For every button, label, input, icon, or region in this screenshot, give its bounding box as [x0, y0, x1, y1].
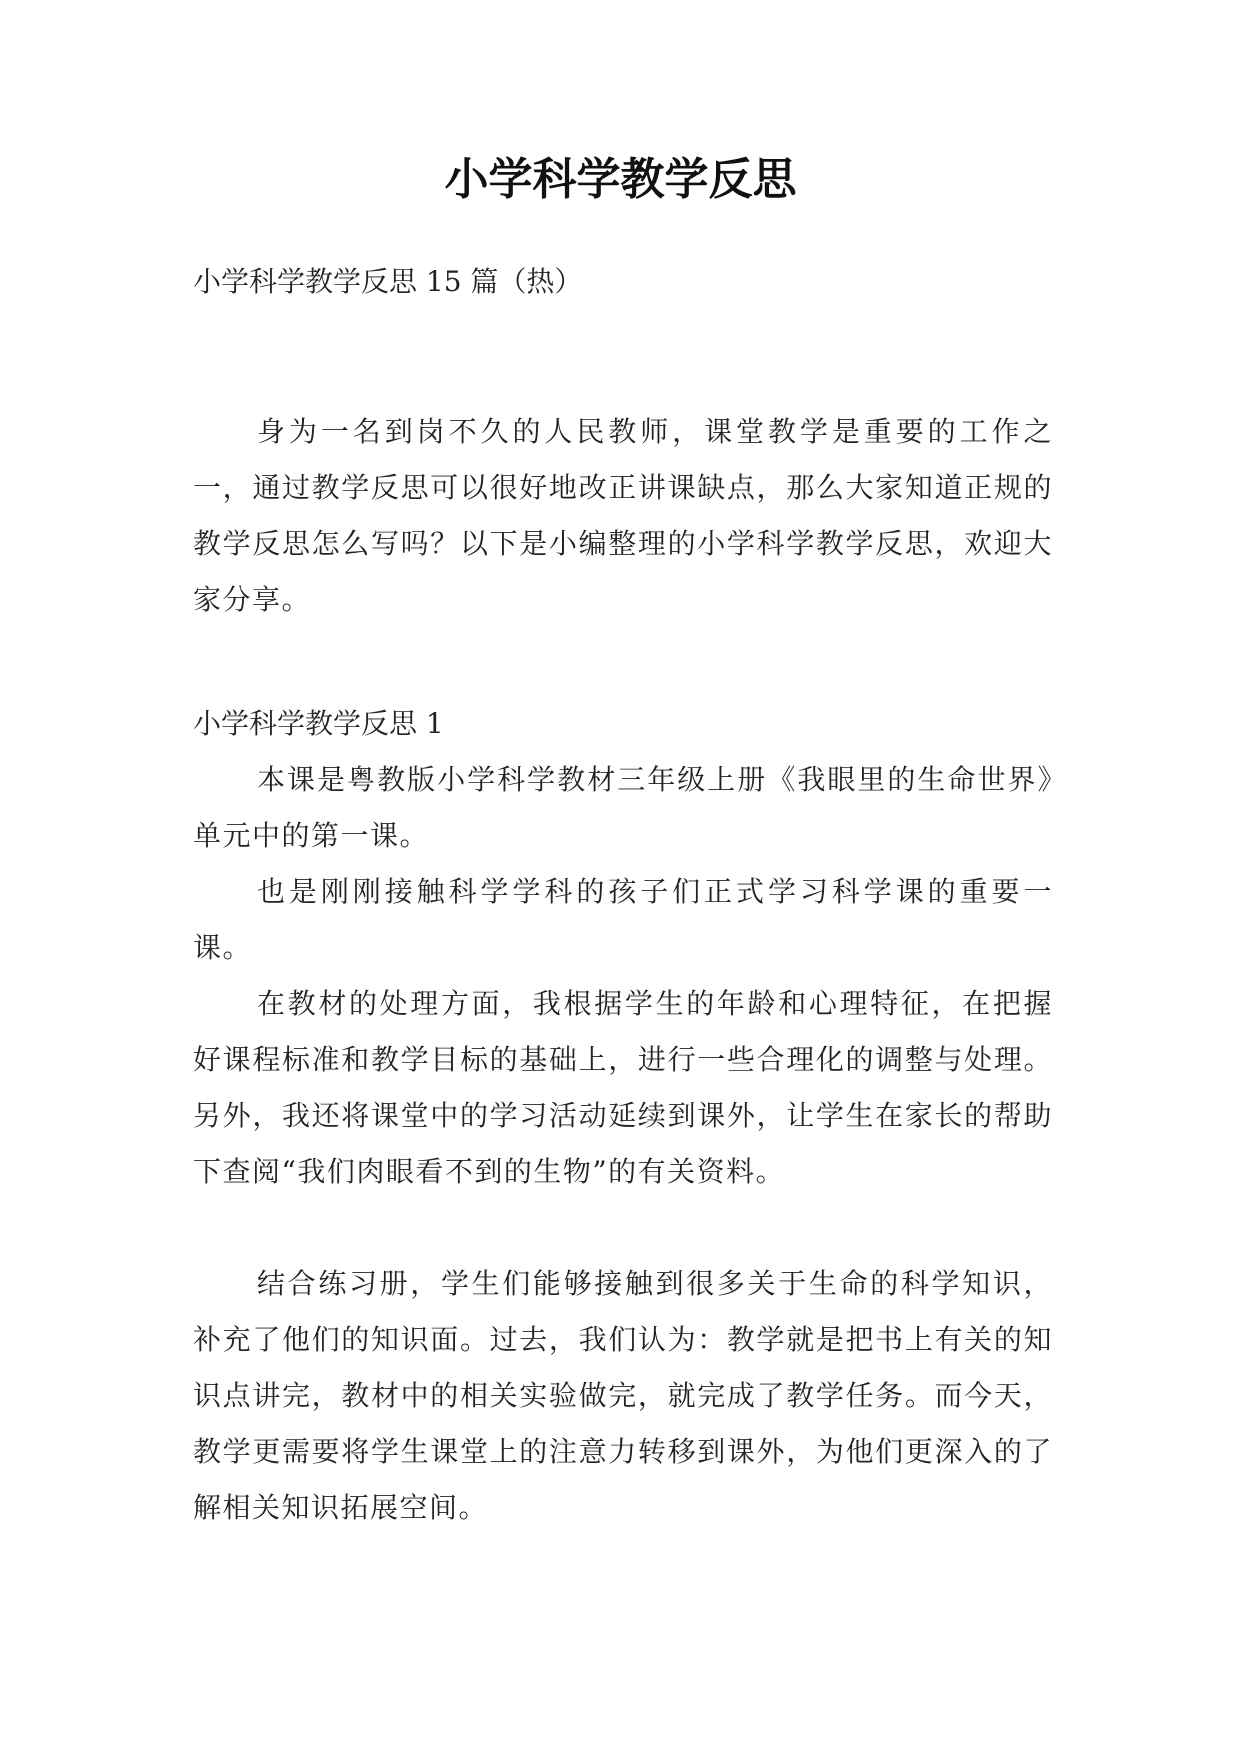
body-paragraph-1: 本课是粤教版小学科学教材三年级上册《我眼里的生命世界》单元中的第一课。	[193, 763, 1053, 852]
document-subtitle: 小学科学教学反思 15 篇（热）	[193, 265, 583, 298]
body-paragraph-2: 也是刚刚接触科学学科的孩子们正式学习科学课的重要一课。	[193, 875, 1053, 964]
section-heading: 小学科学教学反思 1	[193, 707, 444, 740]
intro-paragraph: 身为一名到岗不久的人民教师，课堂教学是重要的工作之一，通过教学反思可以很好地改正讲课缺点，那么大家知道正规的教学反思怎么写吗？以下是小编整理的小学科学教学反思，欢迎大家分享。	[193, 415, 1053, 616]
document-title: 小学科学教学反思	[444, 154, 797, 205]
body-paragraph-4: 结合练习册，学生们能够接触到很多关于生命的科学知识，补充了他们的知识面。过去，我们认为：教学就是把书上有关的知识点讲完，教材中的相关实验做完，就完成了教学任务。而今天，教学更需要将学生课堂上的注意力转移到课外，为他们更深入的了解相关知识拓展空间。	[193, 1267, 1053, 1524]
body-paragraph-3: 在教材的处理方面，我根据学生的年龄和心理特征，在把握好课程标准和教学目标的基础上，进行一些合理化的调整与处理。 另外，我还将课堂中的学习活动延续到课外，让学生在家长的帮助下查阅“我们肉眼看不到的生物”的有关资料。	[193, 987, 1053, 1188]
